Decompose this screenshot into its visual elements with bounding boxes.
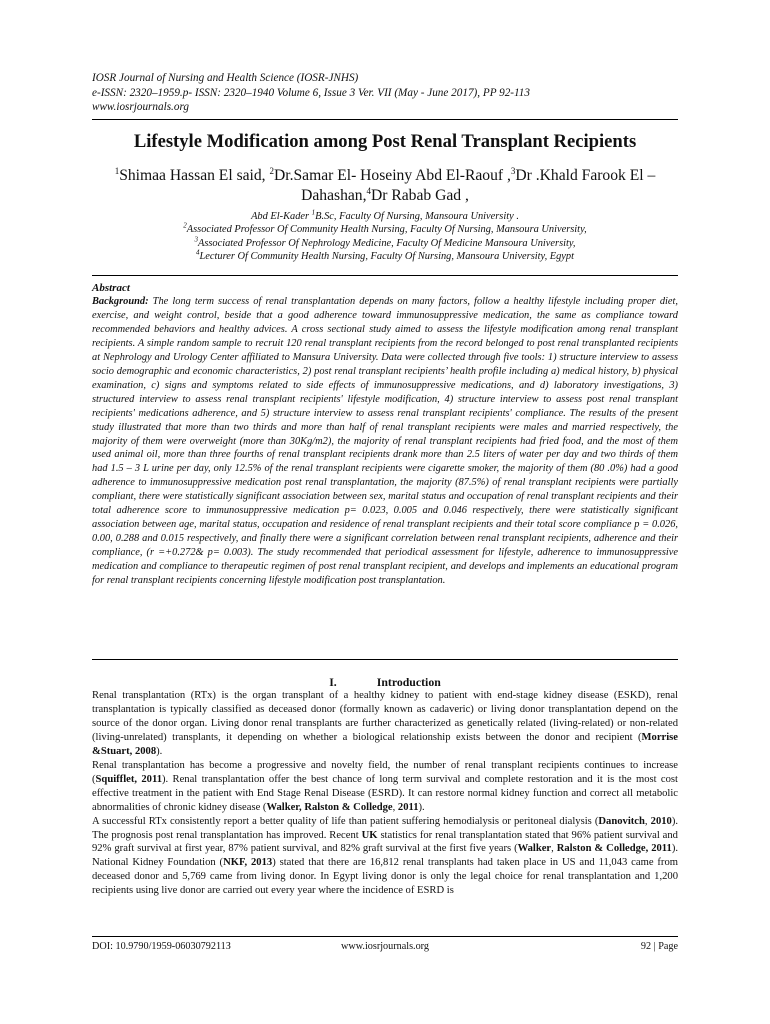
introduction-body xyxy=(92,689,678,898)
author-1-marker: 1 xyxy=(114,165,120,176)
intro-p3-sep-2: , xyxy=(551,843,557,855)
intro-p3-text-3: statistics for renal transplantation stated that 96% patient survival and 92% graft survival at first year, 87% patient survival, and 82% graft survival at the first five years ( xyxy=(92,829,678,855)
abstract-heading: Abstract xyxy=(92,282,130,294)
journal-issn: e-ISSN: 2320–1959.p- ISSN: 2320–1940 Volume 6, Issue 3 Ver. VII (May - June 2017), PP 92-113 xyxy=(92,86,530,99)
citation-danovitch: Danovitch xyxy=(598,815,645,827)
author-4-marker: 4 xyxy=(366,185,371,196)
abstract-background-label: Background: xyxy=(92,296,149,307)
intro-p3-text: A successful RTx consistently report a better quality of life than patient suffering hemodialysis or peritoneal dialysis ( xyxy=(92,815,599,827)
affiliation-1 xyxy=(92,210,678,223)
citation-walker-authors: Walker, Ralston & Colledge xyxy=(266,801,393,813)
citation-squifflet: Squifflet, 2011 xyxy=(95,773,162,785)
affiliation-2 xyxy=(92,223,678,236)
intro-p2-text-2: ). Renal transplantation offer the best chance of long term survival and complete restoration and it is the most cost effective treatment in the patient with End Stage Renal Disease (ESRD). It can restore normal kidney function and correct all metabolic abnormalities of chronic kidney disease ( xyxy=(92,773,679,813)
author-3: Dr .Khald Farook El –Dahashan, xyxy=(301,167,656,204)
abstract-top-divider xyxy=(92,275,678,276)
journal-website: www.iosrjournals.org xyxy=(92,101,189,114)
intro-paragraph-2 xyxy=(92,759,678,815)
affiliation-4-text: Lecturer Of Community Health Nursing, Faculty Of Nursing, Mansoura University, Egypt xyxy=(199,251,575,263)
footer-doi: DOI: 10.9790/1959-0603079211З xyxy=(92,941,231,952)
citation-nkf: NKF, 2013 xyxy=(223,857,273,869)
affiliation-3 xyxy=(92,237,678,250)
intro-p3-text-2: ). The prognosis post renal transplantation has improved. Recent xyxy=(92,815,679,841)
affiliation-2-text: Associated Professor Of Community Health Nursing, Faculty Of Nursing, Mansoura University, xyxy=(186,224,587,236)
author-4: Dr Rabab Gad , xyxy=(371,186,469,204)
intro-p1-text: Renal transplantation (RTx) is the organ transplant of a healthy kidney to patient with end-stage kidney disease (ESKD), renal transplantation is typically classified as deceased donor (formally known as cadaveric) or living donor transplantation depend on the source of the donor organ. Living donor renal transplants are further characterized as genetically related (living-related) or non-related (living-unrelated) transplants, it depending on whether a biological relationship exists between the donor and recipient ( xyxy=(92,690,678,743)
journal-name: IOSR Journal of Nursing and Health Science (IOSR-JNHS) xyxy=(92,72,359,84)
affiliation-2-marker: 2 xyxy=(183,221,187,230)
abstract xyxy=(92,281,678,588)
paper-title: Lifestyle Modification among Post Renal Transplant Recipients xyxy=(133,131,637,152)
affiliation-4 xyxy=(92,250,678,263)
affiliations xyxy=(92,210,678,264)
abstract-bottom-divider xyxy=(92,659,678,660)
author-3-marker: 3 xyxy=(510,165,516,176)
citation-danovitch-year: 2010 xyxy=(650,815,672,827)
journal-header xyxy=(92,71,692,115)
intro-paragraph-1 xyxy=(92,689,678,759)
citation-walker-year: 2011 xyxy=(397,801,419,813)
affiliation-3-text: Associated Professor Of Nephrology Medicine, Faculty Of Medicine Mansoura University, xyxy=(197,237,576,249)
footer-divider xyxy=(92,936,678,937)
abstract-text: The long term success of renal transplantation depends on many factors, follow a healthy lifestyle including proper diet, exercise, and weight control, beside that a good adherence toward immunosuppressive medication, the same as compliance toward recommended behaviors and healthy advices. A cross sectional study aimed to assess the lifestyle modification among renal transplant recipients. A simple random sample to recruit 120 renal transplant recipients from the record belonged to post renal transplanted recipients at Nephrology and Urology Center affiliated to Mansura University. Data were collected through five tools: 1) structure interview to assess socio demographic and economic characteristics, 2) post renal transplant recipients’ health profile including a) medical history, b) physical examination, c) signs and symptoms related to side effects of immunosuppressive medications, and d) laboratory investigations, 3) structured interview to assess renal transplant recipients' lifestyle modification, 4) structure interview to assess post renal transplant recipients' medications adherence, and 5) structure interview to assess renal transplant recipients' compliance. The results of the present study illustrated that more than two thirds and more than half of renal transplant recipients were males and married respectively, the majority of them were overweight (more than 30Kg/m2), the majority of renal transplant recipients had fried food, and the most of them used animal oil, more than three fourths of renal transplant recipients drank more than 2.5 liters of water per day and two thirds of them had 1.5 – 3 L urine per day, only 12.5% of the renal transplant recipients were cigarette smoker, the majority of them (80 .0%) had a good adherence to immunosuppressive medication post renal transplantation, the majority (87.5%) of renal transplant recipients were partially compliant, there were statistically significant association between sex, marital status and occupation of renal transplant recipients and their total adherence score to immunosuppressive medication p= 0.023, 0.005 and 0.046 respectively, there were statistically significant association between age, marital status, occupation and residence of renal transplant recipients and their total score compliance p = 0.026, 0.00, 0.288 and 0.015 respectively, and finally there were a significant correlation between renal transplant recipients, adherence and their compliance, (r =+0.272& p= 0.003). The study recommended that periodical assessment for lifestyle, adherence to immunosuppressive medication and compliance to therapeutic regimen of post renal transplant recipient, and develops and implements an educational program for renal transplant recipients concerning lifestyle modification post transplantation. xyxy=(92,296,678,587)
affiliation-3-marker: 3 xyxy=(194,235,198,244)
intro-p1-end: ). xyxy=(156,745,163,757)
affiliation-1-prefix: Abd El-Kader xyxy=(251,211,312,222)
intro-p2-text: Renal transplantation has become a progressive and novelty field, the number of renal transplant recipients continues to increase ( xyxy=(92,759,678,785)
header-divider xyxy=(92,119,678,120)
intro-p2-sep: , xyxy=(392,801,398,813)
footer-url: www.iosrjournals.org xyxy=(340,941,429,952)
citation-walker-2: Walker xyxy=(517,843,552,855)
page-number: 92 | Page xyxy=(640,941,678,952)
affiliation-4-marker: 4 xyxy=(195,248,200,257)
author-1: Shimaa Hassan El said, xyxy=(119,167,270,184)
intro-p3-sep: , xyxy=(644,815,651,827)
intro-p3-text-5: ) stated that there are 16,812 renal transplants had taken place in US and 11,043 came from deceased donor and 5,769 came from living donor. In Egypt living donor is only the legal choice for renal transplantation and 1,200 recipients using live donor are carried out every year where the incidence of ESRD is xyxy=(92,857,678,897)
author-list xyxy=(92,166,678,205)
abstract-body xyxy=(92,295,678,588)
uk-label: UK xyxy=(361,829,378,841)
author-2-marker: 2 xyxy=(269,165,274,176)
intro-paragraph-3 xyxy=(92,815,678,899)
author-2: Dr.Samar El- Hoseiny Abd El-Raouf , xyxy=(273,167,511,184)
citation-ralston-colledge: Ralston & Colledge, 2011 xyxy=(556,843,672,855)
intro-p3-text-4: ). National Kidney Foundation ( xyxy=(92,843,678,869)
affiliation-1-text: B.Sc, Faculty Of Nursing, Mansoura University . xyxy=(315,211,519,222)
section-title: Introduction xyxy=(376,675,441,689)
affiliation-1-marker: 1 xyxy=(311,208,316,217)
intro-p2-end: ). xyxy=(418,801,425,813)
section-heading xyxy=(92,675,678,689)
citation-morrise-stuart: Morrise &Stuart, 2008 xyxy=(92,731,678,757)
section-number: I. xyxy=(329,675,337,689)
